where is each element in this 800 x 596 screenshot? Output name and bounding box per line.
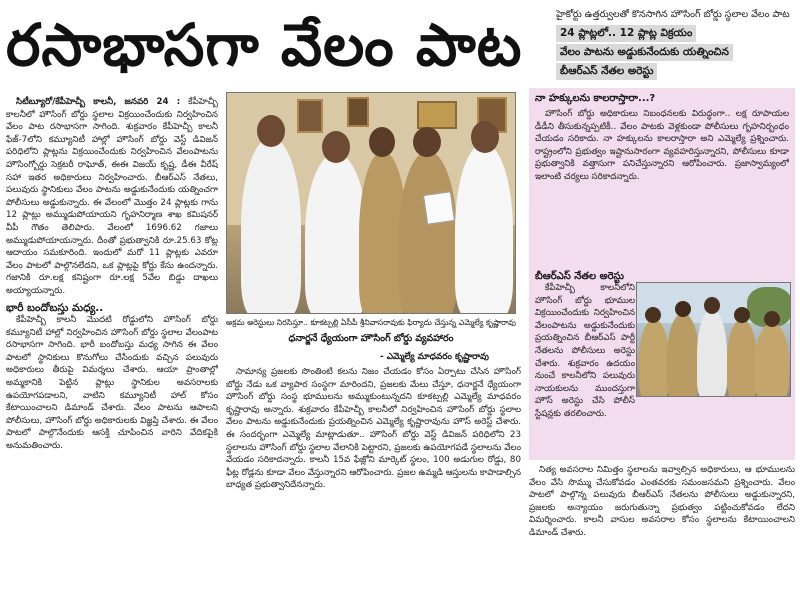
sidebar-text-bottom (535, 282, 635, 456)
deck-line-1: 24 ప్లాట్లలో.. 12 ప్లాట్ల విక్రయం (556, 25, 696, 42)
sidebar-text-top (535, 108, 789, 278)
sidebar-box (529, 88, 795, 460)
article-paragraph: నిత్య అవసరాల నిమిత్తం స్థలాలను ఇవ్వాల్సిన అధికారులు, ఆ భూములను వేలం వేసి సొమ్ము చేసుకోవడం ఎంతవరకు సమంజసమని ప్రశ్నించారు. వేలం పాటలో పాల్గొన్న పలువురు బీఆర్ఎస్ నేతలను పోలీసులు అడ్డుకున్నారని, ప్రజలకు అన్యాయం జరుగుతున్నా ప్రభుత్వం పట్టించుకోవడం లేదని విమర్శించారు. కాలనీ వాసుల అవసరాల కోసం స్థలాలను కేటాయించాలని డిమాండ్ చేశారు. (529, 465, 795, 538)
news-photo-arrest (636, 282, 791, 397)
article-paragraph: కేపీహెచ్బీ కాలనీలోని హౌసింగ్ బోర్డు భూముల విక్రయించేందుకు నిర్వహించిన వేలంపాటను అడ్డుకునేందుకు ప్రయత్నించిన బీఆర్ఎస్ పార్టీ నేతలను పోలీసులు అరెస్టు చేశారు. శుక్రవారం ఉదయం నుంచే కాలనీలోని పలువురు నాయకులను ముందస్తుగా హౌస్ అరెస్టు చేసి పోలీస్ స్టేషన్లకు తరలించారు. (535, 283, 635, 419)
side-header (556, 8, 796, 81)
subhead-heavy-security: భారీ బందోబస్తు మధ్య.. (6, 301, 104, 314)
article-column-left (6, 96, 218, 591)
news-photo-mla-complaint (226, 92, 516, 314)
sidebar-subhead: బీఆర్ఎస్ నేతల అరెస్టు (535, 271, 625, 282)
headline: రసాభాసగా వేలం పాట (6, 11, 523, 79)
side-kicker: హైకోర్టు ఉత్తర్వులతో కొనసాగిన హౌసింగ్ బోర్డు స్థలాల వేలం పాట (556, 9, 790, 20)
sidebar-title: నా హక్కులను కాలరాస్తారా...? (535, 93, 656, 104)
article-paragraph: హౌసింగ్ బోర్డు అధికారులు నిబంధనలకు విరుద్ధంగా.. లక్ష రూపాయల డీడీని తీసుకున్నప్పటికీ.. వేలం పాటకు వెళ్లకుండా పోలీసులు గృహనిర్బంధం చేయడం సరికాదు. నా హక్కులను కాలరాస్తారా అని ఎమ్మెల్యే ప్రశ్నించారు. రాష్ట్రంలోని ప్రభుత్వం ఇష్టానుసారంగా వ్యవహరిస్తున్నారని, పోలీసులు కూడా ప్రభుత్వానికి వత్తాసుగా పనిచేస్తున్నారని ఆరోపించారు. ప్రజాస్వామ్యంలో ఇలాంటి చర్యలు సరికాదన్నారు. (535, 109, 789, 182)
article-column-right-bottom (529, 464, 795, 592)
deck-line-2: వేలం పాటను అడ్డుకునేందుకు యత్నించిన (556, 44, 733, 61)
byline: - ఎమ్మెల్యే మాధవరం కృష్ణారావు (380, 352, 489, 362)
article-paragraph: కేపీహెచ్బీ కాలనీ మొదటి రోడ్డులోని హౌసింగ్ బోర్డు కమ్యూనిటీ హాల్లో నిర్వహించిన హౌసింగ్ బోర్డు స్థలాల వేలంపాట రసాభాసగా సాగింది. భారీ బందోబస్తు మధ్య సాగిన ఈ వేలం పాటలో స్థానికులు కొనుగోలు చేసేందుకు వచ్చిన పలువురు అధికారులు తీరుపై విమర్శలు చేశారు. ఆయా ప్రాంతాల్లో అమ్మకానికి పెట్టిన ప్లాట్లు స్థానికుల అవసరాలకు ఉపయోగపడాలని, వాటిని కమ్యూనిటీ హాల్ కోసం కేటాయించాలని డిమాండ్ చేశారు. వేలం పాటను ఆపాలని పోలీసులు, హౌసింగ్ బోర్డు అధికారులకు విజ్ఞప్తి చేశారు. ఈ వేలం పాటలో పాల్గొనేందుకు ఆసక్తి చూపించిన వారిని వేదికపైకి అనుమతించారు. (6, 315, 218, 452)
quote-headline: ధనార్జనే ధ్యేయంగా హౌసింగ్ బోర్డు వ్యవహారం (288, 333, 454, 344)
side-deck (556, 24, 796, 81)
dateline: సిటీబ్యూరో/కేపీహెచ్బీ కాలనీ, జనవరి 24 : (16, 97, 181, 107)
article-paragraph: సామాన్య ప్రజలకు సొంతింటి కలను నిజం చేయడం కోసం ఏర్పాటు చేసిన హౌసింగ్ బోర్డు నేడు ఒక వ్యాపార సంస్థగా మారిందని, ప్రజలకు మేలు చేస్తూ, ధనార్జనే ధ్యేయంగా హౌసింగ్ బోర్డు సంస్థ భూములను అమ్ముకుంటున్నదని కూకట్పల్లి ఎమ్మెల్యే మాధవరం కృష్ణారావు అన్నారు. శుక్రవారం కేపీహెచ్బీ కాలనీలో నిర్వహించిన హౌసింగ్ బోర్డు స్థలాల వేలం పాటను అడ్డుకునేందుకు ప్రయత్నించిన ఎమ్మెల్యే కృష్ణారావును హౌస్ అరెస్ట్ చేశారు. ఈ సందర్భంగా ఎమ్మెల్యే మాట్లాడుతూ.. హౌసింగ్ బోర్డు వెస్ట్ డివిజన్ పరిధిలోని 23 స్థలాలను హౌసింగ్ బోర్డు స్థలాల వేలానికి పెట్టారని, ప్రజలకు ఉపయోగపడే స్థలాలను వేలం వేయడం సరికాదన్నారు. కాలనీ 15వ ఫేజ్లోని మార్కెట్ స్థలం, 100 అడుగుల రోడ్డు, 80 ఫీట్ల రోడ్లను కూడా వేలం వేస్తున్నారని ఆరోపించారు. ప్రజల ఉమ్మడి ఆస్తులను కాపాడాల్సిన బాధ్యత ప్రభుత్వానిదేనన్నారు. (226, 367, 521, 491)
article-column-middle (226, 366, 521, 592)
photo-caption: అక్రమ అరెస్టులు నిరసిస్తూ.. కూకట్పల్లి ఏసీపీ శ్రీనివాసరావుకు ఫిర్యాదు చేస్తున్న ఎమ్మెల్యే కృష్ణారావు (226, 318, 516, 327)
article-paragraph: కేపీహెచ్బీ కాలనీలో హౌసింగ్ బోర్డు స్థలాల విక్రయించేందుకు నిర్వహించిన వేలం పాట రసాభాసగా సాగింది. శుక్రవారం కేపీహెచ్బీ కాలనీ ఫేజ్-7లోని కమ్యూనిటీ హాల్లో హౌసింగ్ బోర్డు వెస్ట్ డివిజన్ పరిధిలోని ప్లాట్లను విక్రయించేందుకు నిర్వహించిన వేలంపాటను హౌసింగ్బోర్డు సెక్రటరీ రాఘోత్, ఈఈ విజయ్ కృష్ణ, డీఈ వీరేష్ సహా ఇతర అధికారులు నిర్వహించారు. బీఆర్ఎస్ నేతలు, పలువురు స్థానికులు వేలం పాటను అడ్డుకునేందుకు యత్నించగా పోలీసులు అడ్డుకున్నారు. ఈ వేలంలో మొత్తం 24 ప్లాట్లకు గాను 12 ప్లాట్లు అమ్ముడుపోయాయని గృహనిర్మాణ శాఖ కమిషనర్ వీపీ గౌతం తెలిపారు. వేలంలో 1696.62 గజాలు అమ్ముడుపోయాయన్నారు. దీంతో ప్రభుత్వానికి రూ.25.63 కోట్ల ఆదాయం సమకూరింది. ఇందులో మరో 11 ప్లాట్లకు ఎవరూ వేలం పాటలో పాల్గొనలేదని, ఒక ప్లాట్లపై కోర్టు కేసు ఉందన్నారు. గజానికి రూ.లక్ష కనిష్టంగా రూ.లక్ష 5వేల బిడ్డు దాఖలు అయ్యాయన్నారు. (6, 97, 218, 296)
deck-line-3: బీఆర్ఎస్ నేతల అరెస్టు (556, 63, 657, 80)
